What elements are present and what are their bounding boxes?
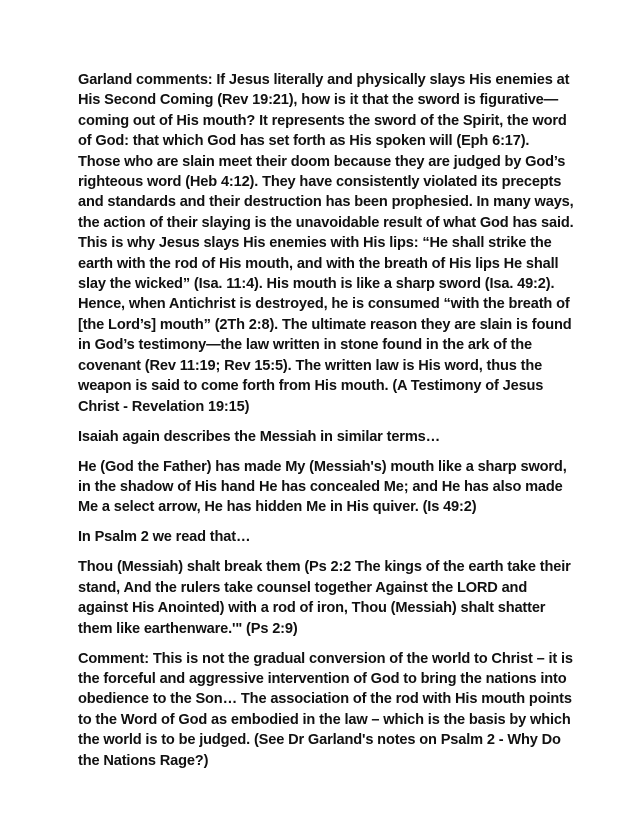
paragraph-garland-comments: Garland comments: If Jesus literally and physically slays His enemies at His Second Coming (Rev 19:21), how is it that the sword is figurative—coming out of His mouth? It represents the sword of the Spirit, the word of God: that which God has set forth as His spoken will (Eph 6:17). Those who are slain meet their doom because they are judged by God’s righteous word (Heb 4:12). They have consistently violated its precepts and standards and their destruction has been prophesied. In many ways, the action of their slaying is the unavoidable result of what God has said. This is why Jesus slays His enemies with His lips: “He shall strike the earth with the rod of His mouth, and with the breath of His lips He shall slay the wicked” (Isa. 11:4). His mouth is like a sharp sword (Isa. 49:2). Hence, when Antichrist is destroyed, he is consumed “with the breath of [the Lord’s] mouth” (2Th 2:8). The ultimate reason they are slain is found in God’s testimony—the law written in stone found in the ark of the covenant (Rev 11:19; Rev 15:5). The written law is His word, thus the weapon is said to come forth from His mouth. (A Testimony of Jesus Christ - Revelation 19:15) [78,72,574,415]
paragraph-isaiah-quote: He (God the Father) has made My (Messiah's) mouth like a sharp sword, in the shadow of His hand He has concealed Me; and He has also made Me a select arrow, He has hidden Me in His quiver. (Is 49:2) [78,458,567,516]
paragraph-isaiah-intro: Isaiah again describes the Messiah in similar terms… [78,428,441,445]
paragraph-psalm-intro: In Psalm 2 we read that… [78,529,251,546]
paragraph-comment: Comment: This is not the gradual conversion of the world to Christ – it is the forceful and aggressive intervention of God to bring the nations into obedience to the Son… The association of the rod with His mouth points to the Word of God as embodied in the law – which is the basis by which the world is to be judged. (See Dr Garland's notes on Psalm 2 - Why Do the Nations Rage?) [78,650,573,769]
paragraph-psalm-quote: Thou (Messiah) shalt break them (Ps 2:2 The kings of the earth take their stand, And the rulers take counsel together Against the LORD and against His Anointed) with a rod of iron, Thou (Messiah) shalt shatter them like earthenware.'" (Ps 2:9) [78,559,571,637]
